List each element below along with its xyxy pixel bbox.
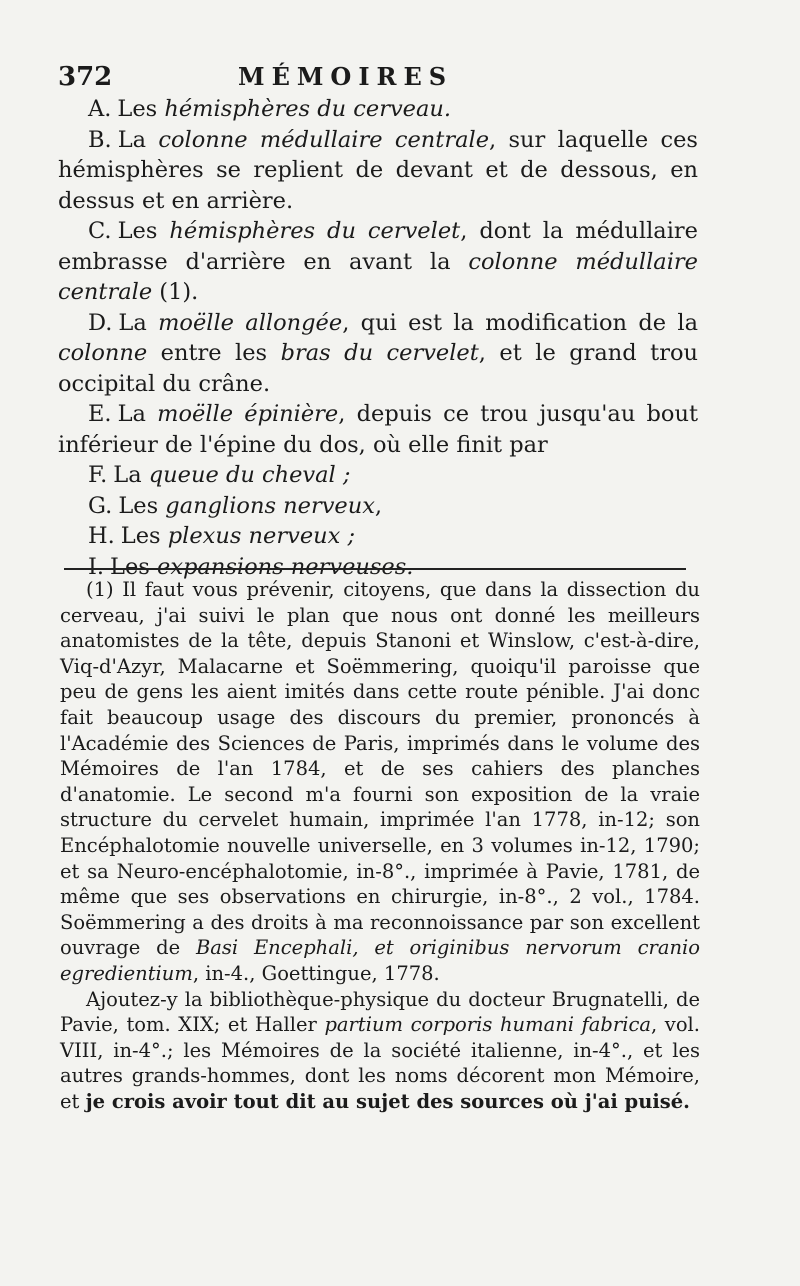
main-text — [58, 94, 698, 582]
footnote — [60, 577, 700, 1114]
footnote-paragraph-1: (1) Il faut vous prévenir, citoyens, que dans la dissection du cerveau, j'ai suivi le plan que nous ont donné les meilleurs anatomistes de la tête, depuis Stanoni et Winslow, c'est-à-dire, Viq-d'Azyr, Malacarne et Soëmmering, quoiqu'il paroisse que peu de gens les aient imités dans cette route pénible. J'ai donc fait beaucoup usage des discours du premier, prononcés à l'Académie des Sciences de Paris, imprimés dans le volume des Mémoires de l'an 1784, et de ses cahiers des planches d'anatomie. Le second m'a fourni son exposition de la vraie structure du cervelet humain, imprimée l'an 1778, in-12; son Encéphalotomie nouvelle universelle, en 3 volumes in-12, 1790; et sa Neuro-encéphalotomie, in-8°., imprimée à Pavie, 1781, de même que ses observations en chirurgie, in-8°., 2 vol., 1784. Soëmmering a des droits à ma reconnoissance par son excellent ouvrage de Basi Encephali, et originibus nervorum cranio egredientium, in-4., Goettingue, 1778. — [60, 578, 700, 985]
list-item-b: B. La colonne médullaire centrale, sur laquelle ces hémisphères se replient de devant et de dessous, en dessus et en arrière. — [58, 126, 698, 214]
list-item-g: G. Les ganglions nerveux, — [88, 492, 383, 519]
footnote-paragraph-2: Ajoutez-y la bibliothèque-physique du docteur Brugnatelli, de Pavie, tom. XIX; et Haller partium corporis humani fabrica, vol. VIII, in-4°.; les Mémoires de la société italienne, in-4°., et les autres grands-hommes, dont les noms décorent mon Mémoire, et je crois avoir tout dit au sujet des sources où j'ai puisé. — [60, 987, 700, 1113]
list-item-c: C. Les hémisphères du cervelet, dont la médullaire embrasse d'arrière en avant la colonne médullaire centrale (1). — [58, 218, 698, 305]
page-header — [58, 62, 528, 92]
page-number: 372 — [58, 62, 113, 92]
list-item-h: H. Les plexus nerveux ; — [88, 523, 356, 549]
list-item-f: F. La queue du cheval ; — [88, 462, 351, 488]
list-item-e: E. La moëlle épinière, depuis ce trou jusqu'au bout inférieur de l'épine du dos, où elle finit par — [58, 401, 699, 458]
list-item-d: D. La moëlle allongée, qui est la modification de la colonne entre les bras du cervelet, et le grand trou occipital du crâne. — [58, 309, 698, 397]
list-item-a: A. Les hémisphères du cerveau. — [88, 96, 452, 122]
running-head: MÉMOIRES — [238, 62, 454, 91]
list-item-i: I. Les expansions nerveuses. — [88, 553, 414, 580]
footnote-rule — [64, 568, 686, 570]
